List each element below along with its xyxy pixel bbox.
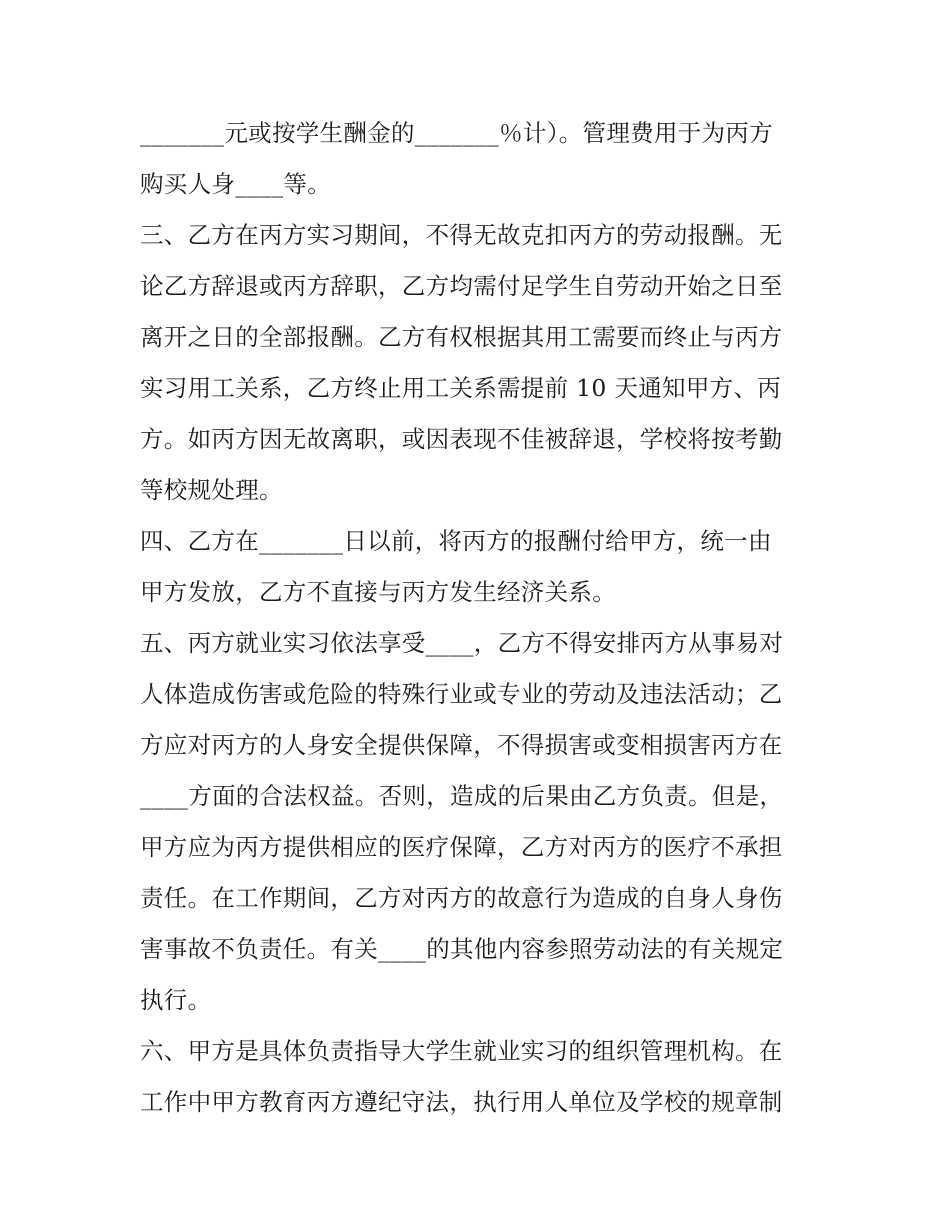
text-line: 方应对丙方的人身安全提供保障，不得损害或变相损害丙方在 xyxy=(140,731,783,759)
text-line: 三、乙方在丙方实习期间，不得无故克扣丙方的劳动报酬。无 xyxy=(140,221,783,249)
text-line: 甲方发放，乙方不直接与丙方发生经济关系。 xyxy=(140,578,616,606)
text-line: 离开之日的全部报酬。乙方有权根据其用工需要而终止与丙方 xyxy=(140,323,783,351)
text-line: 甲方应为丙方提供相应的医疗保障，乙方对丙方的医疗不承担 xyxy=(140,833,783,861)
text-line: 等校规处理。 xyxy=(140,476,283,504)
text-line: 人体造成伤害或危险的特殊行业或专业的劳动及违法活动；乙 xyxy=(140,680,783,708)
text-line: 论乙方辞退或丙方辞职，乙方均需付足学生自劳动开始之日至 xyxy=(140,272,783,300)
text-line: ____方面的合法权益。否则，造成的后果由乙方负责。但是， xyxy=(140,782,784,810)
document-body xyxy=(140,108,820,1128)
text-line: 六、甲方是具体负责指导大学生就业实习的组织管理机构。在 xyxy=(140,1037,783,1065)
text-line: 购买人身____等。 xyxy=(140,170,331,198)
text-line: 五、丙方就业实习依法享受____，乙方不得安排丙方从事易对 xyxy=(140,629,784,657)
text-line: 实习用工关系，乙方终止用工关系需提前 10 天通知甲方、丙 xyxy=(140,374,782,402)
text-line: 四、乙方在_______日以前，将丙方的报酬付给甲方，统一由 xyxy=(140,527,772,555)
text-line: 害事故不负责任。有关____的其他内容参照劳动法的有关规定 xyxy=(140,935,784,963)
text-line: 工作中甲方教育丙方遵纪守法，执行用人单位及学校的规章制 xyxy=(140,1088,783,1116)
text-line: 执行。 xyxy=(140,986,212,1014)
text-line: 责任。在工作期间，乙方对丙方的故意行为造成的自身人身伤 xyxy=(140,884,783,912)
text-line: 方。如丙方因无故离职，或因表现不佳被辞退，学校将按考勤 xyxy=(140,425,783,453)
text-line: _______元或按学生酬金的_______％计）。管理费用于为丙方 xyxy=(140,119,773,147)
